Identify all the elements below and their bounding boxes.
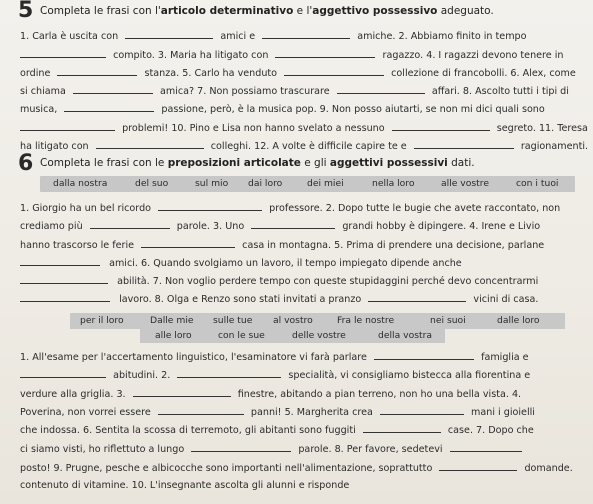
word-bank-item: dei miei: [307, 178, 344, 189]
word-bank-item: Dalle mie: [150, 315, 194, 326]
text: verdure alla griglia. 3.: [20, 389, 126, 400]
text: 1. All'esame per l'accertamento linguistico, l'esaminatore vi farà parlare: [20, 352, 367, 363]
text: che indossa. 6. Sentita la scossa di terremoto, gli abitanti sono fuggiti: [20, 425, 356, 436]
text: affari. 8. Ascolto tutti i tipi di: [431, 86, 569, 97]
ex6b-line-1: [20, 351, 529, 363]
answer-blank[interactable]: [73, 85, 153, 94]
ex5-line-7: [20, 140, 588, 152]
text: musica,: [20, 104, 58, 115]
answer-blank[interactable]: [90, 220, 170, 229]
answer-blank[interactable]: [284, 67, 384, 76]
answer-blank[interactable]: [57, 67, 137, 76]
ex5-line-2: [20, 49, 564, 61]
instruction-bold: aggettivo possessivo: [312, 5, 438, 17]
answer-blank[interactable]: [262, 30, 350, 39]
answer-blank[interactable]: [363, 424, 441, 433]
word-bank-item: con i tuoi: [516, 178, 559, 189]
text: stanza. 5. Carlo ha venduto: [144, 68, 278, 79]
ex5-line-3: [20, 67, 576, 79]
answer-blank[interactable]: [20, 293, 110, 302]
instruction-text: e l': [293, 5, 313, 17]
word-bank-item: sul mio: [195, 178, 229, 189]
answer-blank[interactable]: [337, 85, 425, 94]
word-bank-item: Fra le nostre: [337, 315, 395, 326]
ex5-line-5: [20, 103, 545, 115]
answer-blank[interactable]: [380, 406, 464, 415]
text: panni! 5. Margherita crea: [250, 407, 373, 418]
answer-blank[interactable]: [368, 293, 466, 302]
instruction-text: adeguato.: [437, 5, 494, 17]
answer-blank[interactable]: [158, 406, 244, 415]
text: 1. Carla è uscita con: [20, 31, 119, 42]
text: finestre, abitando a pian terreno, non ho una bella vista. 4.: [237, 389, 522, 400]
word-bank-item: dalla nostra: [53, 178, 108, 189]
word-bank-item: alle vostre: [441, 178, 489, 189]
ex6b-line-5: [20, 424, 534, 436]
text: amici e: [220, 31, 256, 42]
answer-blank[interactable]: [20, 122, 115, 131]
word-bank-item: per il loro: [80, 315, 124, 326]
word-bank-item: del suo: [135, 178, 169, 189]
text: grandi hobby è dipingere. 4. Irene e Livio: [342, 221, 541, 232]
ex6b-line-2: [20, 369, 530, 381]
answer-blank[interactable]: [392, 122, 490, 131]
exercise-6-number: 6: [18, 151, 34, 176]
word-bank-item: nei suoi: [430, 315, 466, 326]
text: ragazzo. 4. I ragazzi devono tenere in: [382, 50, 564, 61]
answer-blank[interactable]: [191, 443, 291, 452]
answer-blank[interactable]: [20, 257, 100, 266]
instruction-bold: aggettivi possessivi: [329, 157, 448, 169]
text: si chiama: [20, 86, 66, 97]
text: vicini di casa.: [473, 294, 539, 305]
answer-blank[interactable]: [275, 49, 375, 58]
text: professore. 2. Dopo tutte le bugie che avete raccontato, non: [269, 203, 561, 214]
text: contenuto di vitamine. 10. L'insegnante ascolta gli alunni e risponde: [20, 480, 350, 491]
text: amica? 7. Non possiamo trascurare: [159, 86, 330, 97]
text: collezione di francobolli. 6. Alex, come: [391, 68, 576, 79]
ex6-line-5: [20, 275, 538, 287]
text: colleghi. 12. A volte è difficile capire te e: [210, 141, 407, 152]
text: parole. 8. Per favore, sedetevi: [298, 444, 443, 455]
text: passione, però, è la musica pop. 9. Non posso aiutarti, se non mi dici quali sono: [161, 104, 545, 115]
ex5-line-4: [20, 85, 569, 97]
text: hanno trascorso le ferie: [20, 240, 135, 251]
ex6-line-6: [20, 293, 538, 305]
text: lavoro. 8. Olga e Renzo sono stati invitati a pranzo: [119, 294, 362, 305]
ex6-line-1: [20, 202, 560, 214]
answer-blank[interactable]: [96, 140, 204, 149]
word-bank-item: dai loro: [248, 178, 283, 189]
word-bank-item: con le sue: [218, 330, 265, 341]
answer-blank[interactable]: [177, 369, 281, 378]
instruction-text: e gli: [300, 157, 330, 169]
answer-blank[interactable]: [158, 202, 262, 211]
instruction-text: Completa le frasi con l': [40, 5, 161, 17]
instruction-text: Completa le frasi con le: [40, 157, 168, 169]
text: abilità. 7. Non voglio perdere tempo con queste stupidaggini perché devo concentrarmi: [117, 276, 539, 287]
text: 1. Giorgio ha un bel ricordo: [20, 203, 152, 214]
instruction-bold: articolo determinativo: [160, 5, 294, 17]
ex6b-line-3: [20, 388, 521, 400]
text: segreto. 11. Teresa: [496, 123, 588, 134]
text: ordine: [20, 68, 51, 79]
ex5-line-1: [20, 30, 527, 42]
text: Poverina, non vorrei essere: [20, 407, 151, 418]
text: compito. 3. Maria ha litigato con: [113, 50, 269, 61]
word-bank-item: della vostra: [378, 330, 432, 341]
answer-blank[interactable]: [439, 462, 517, 471]
ex6-line-3: [20, 239, 544, 251]
ex6-line-2: [20, 220, 540, 232]
text: parole. 3. Uno: [176, 221, 245, 232]
answer-blank[interactable]: [20, 49, 106, 58]
word-bank-item: al vostro: [273, 315, 313, 326]
answer-blank[interactable]: [20, 275, 108, 284]
text: specialità, vi consigliamo bistecca alla fiorentina e: [288, 370, 531, 381]
answer-blank[interactable]: [64, 103, 154, 112]
answer-blank[interactable]: [414, 140, 514, 149]
text: problemi! 10. Pino e Lisa non hanno svelato a nessuno: [122, 123, 385, 134]
text: amici. 6. Quando svolgiamo un lavoro, il tempo impiegato dipende anche: [109, 258, 462, 269]
answer-blank[interactable]: [20, 369, 106, 378]
answer-blank[interactable]: [141, 239, 235, 248]
ex6b-line-7: [20, 462, 573, 474]
answer-blank[interactable]: [450, 443, 522, 452]
word-bank-item: dalle loro: [497, 315, 540, 326]
answer-blank[interactable]: [251, 220, 335, 229]
word-bank-item: sulle tue: [213, 315, 253, 326]
exercise-5-instruction: [40, 5, 494, 17]
text: casa in montagna. 5. Prima di prendere una decisione, parlane: [242, 240, 545, 251]
text: amiche. 2. Abbiamo finito in tempo: [357, 31, 527, 42]
word-bank-item: alle loro: [155, 330, 192, 341]
text: famiglia e: [481, 352, 529, 363]
word-bank-2-row-1: [70, 313, 565, 329]
text: ha litigato con: [20, 141, 89, 152]
ex6-line-4: [20, 257, 462, 269]
text: ci siamo visti, ho riflettuto a lungo: [20, 444, 185, 455]
text: ragionamenti.: [520, 141, 589, 152]
text: case. 7. Dopo che: [447, 425, 534, 436]
exercise-6-instruction: [40, 157, 475, 169]
text: mani i gioielli: [471, 407, 535, 418]
answer-blank[interactable]: [374, 351, 474, 360]
text: abitudini. 2.: [113, 370, 171, 381]
instruction-bold: preposizioni articolate: [167, 157, 301, 169]
ex6b-line-8: [20, 480, 349, 491]
exercise-5-number: 5: [18, 0, 34, 23]
answer-blank[interactable]: [133, 388, 231, 397]
text: posto! 9. Prugne, pesche e albicocche sono importanti nell'alimentazione, soprattutto: [20, 463, 433, 474]
word-bank-item: nella loro: [372, 178, 415, 189]
ex5-line-6: [20, 122, 588, 134]
text: crediamo più: [20, 221, 83, 232]
word-bank-item: delle vostre: [292, 330, 346, 341]
instruction-text: dati.: [447, 157, 475, 169]
ex6b-line-6: [20, 443, 526, 455]
text: domande.: [524, 463, 573, 474]
answer-blank[interactable]: [125, 30, 213, 39]
ex6b-line-4: [20, 406, 535, 418]
